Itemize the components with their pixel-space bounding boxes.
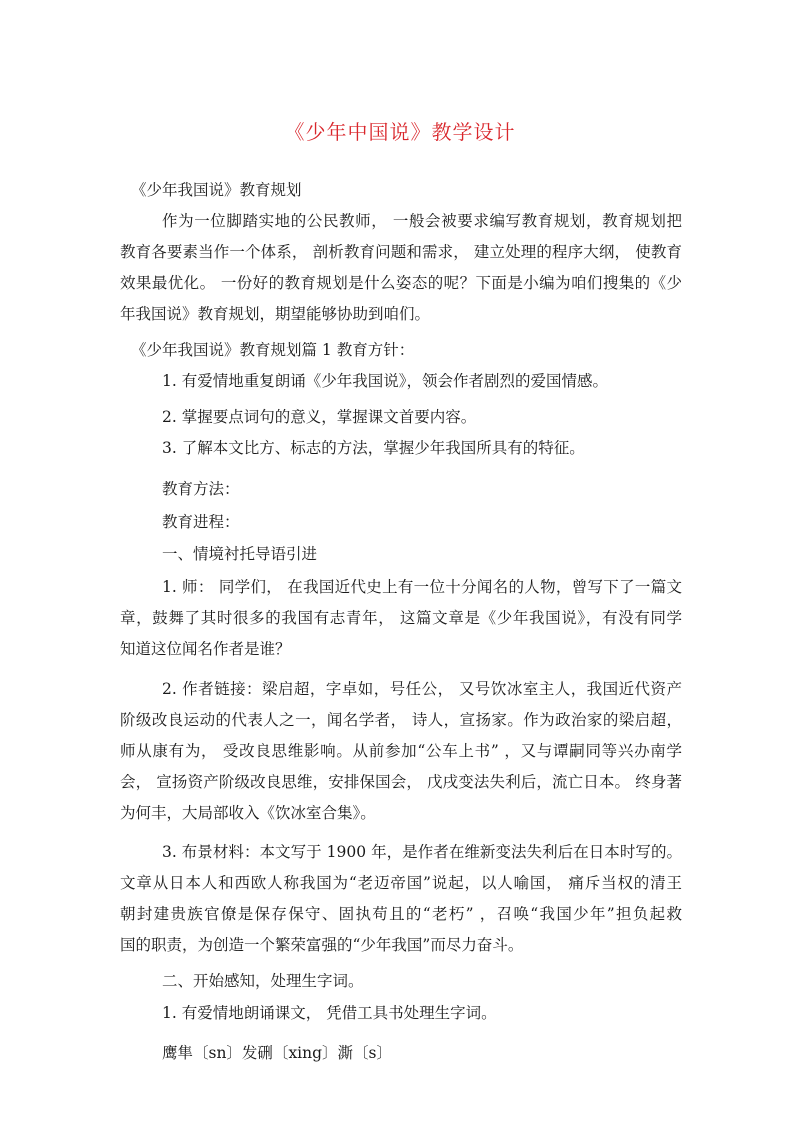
paragraph-line: 师从康有为， 受改良思维影响。从前参加“公车上书” ，又与谭嗣同等兴办南学 (120, 742, 682, 760)
paragraph-line: 朝封建贵族官僚是保存保守、固执苟且的“老朽” ，召唤“我国少年”担负起救 (120, 905, 682, 923)
section-label: 教育进程： (162, 513, 240, 531)
paragraph-line: 阶级改良运动的代表人之一，闻名学者， 诗人，宣扬家。作为政治家的梁启超， (120, 711, 682, 729)
vocabulary-line: 鹰隼〔sn〕发硎〔xing〕澌〔s〕 (162, 1044, 392, 1062)
paragraph-line: 教育各要素当作一个体系， 剖析教育问题和需求， 建立处理的程序大纲， 使教育 (120, 243, 682, 261)
list-item: 2. 掌握要点词句的意义，掌握课文首要内容。 (162, 408, 477, 426)
paragraph-line: 国的职责，为创造一个繁荣富强的“少年我国”而尽力奋斗。 (120, 936, 524, 954)
paragraph-line: 1. 师： 同学们， 在我国近代史上有一位十分闻名的人物，曾写下了一篇文 (162, 578, 682, 596)
paragraph-line: 文章从日本人和西欧人称我国为“老迈帝国”说起，以人喻国， 痛斥当权的清王 (120, 874, 682, 892)
paragraph-line: 效果最优化。 一份好的教育规划是什么姿态的呢？下面是小编为咱们搜集的《少 (120, 274, 682, 292)
paragraph-line: 作为一位脚踏实地的公民教师， 一般会被要求编写教育规划，教育规划把 (162, 212, 682, 230)
section-heading: 二、开始感知，处理生字词。 (162, 972, 364, 990)
paragraph-line: 知道这位闻名作者是谁？ (120, 640, 291, 658)
paragraph-line: 章，鼓舞了其时很多的我国有志青年， 这篇文章是《少年我国说》，有没有同学 (120, 609, 682, 627)
section-label: 教育方法： (162, 480, 240, 498)
section-heading: 《少年我国说》教育规划篇 1 教育方针： (131, 341, 415, 359)
list-item: 3. 了解本文比方、标志的方法，掌握少年我国所具有的特征。 (162, 439, 585, 457)
list-item: 1. 有爱情地朗诵课文， 凭借工具书处理生字词。 (162, 1004, 497, 1022)
paragraph-line: 为何丰，大局部收入《饮冰室合集》。 (120, 804, 376, 822)
page-title: 《少年中国说》教学设计 (284, 120, 516, 144)
paragraph-line: 年我国说》教育规划，期望能够协助到咱们。 (120, 305, 431, 323)
section-heading: 一、情境衬托导语引进 (162, 545, 318, 563)
subtitle: 《少年我国说》教育规划 (131, 181, 302, 199)
list-item: 1. 有爱情地重复朗诵《少年我国说》，领会作者剧烈的爱国情感。 (162, 372, 608, 390)
paragraph-line: 2. 作者链接：梁启超，字卓如，号任公， 又号饮冰室主人，我国近代资产 (162, 680, 682, 698)
paragraph-line: 会， 宣扬资产阶级改良思维，安排保国会， 戊戌变法失利后，流亡日本。 终身著 (120, 773, 682, 791)
paragraph-line: 3. 布景材料：本文写于 1900 年，是作者在维新变法失利后在日本时写的。 (162, 843, 682, 861)
